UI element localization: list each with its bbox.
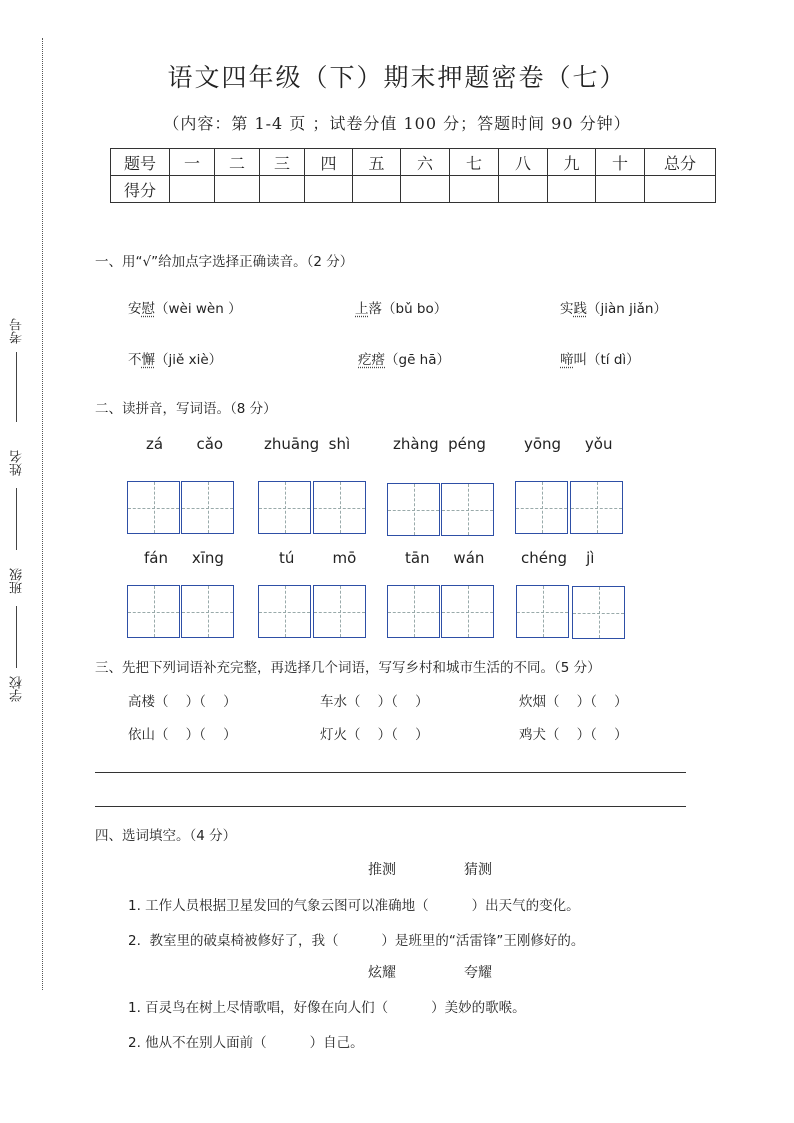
q1-item-plain: 实: [560, 301, 574, 317]
writing-grid-box[interactable]: [572, 586, 625, 639]
writing-grid-box[interactable]: [127, 585, 180, 638]
q1-heading: 一、用“√”给加点字选择正确读音。（2 分）: [95, 254, 354, 270]
q1-item-dotted: 懈: [141, 352, 155, 368]
sidebar-name-line: [16, 488, 17, 550]
q4-word-option: 猜测: [464, 862, 492, 878]
score-input-cell[interactable]: [401, 176, 450, 203]
score-header-cell: 题号: [111, 149, 170, 176]
q1-item-dotted: 慰: [141, 301, 155, 317]
writing-grid-box[interactable]: [570, 481, 623, 534]
q1-item-plain: 不: [128, 352, 142, 368]
q1-item-dotted: 啼: [560, 352, 574, 368]
score-header-cell: 总分: [645, 149, 716, 176]
score-header-cell: 十: [596, 149, 645, 176]
score-header-cell: 五: [353, 149, 401, 176]
q1-item-pinyin: （jiě xiè）: [155, 352, 223, 368]
sidebar-class-line: [16, 606, 17, 668]
sidebar-class-label: 班级: [10, 568, 25, 594]
q4-heading: 四、选词填空。（4 分）: [95, 828, 237, 844]
q2-pinyin: tú mō: [279, 549, 357, 567]
q4-sentence[interactable]: 1. 工作人员根据卫星发回的气象云图可以准确地（ ）出天气的变化。: [128, 898, 580, 914]
q1-item-dotted: 上: [355, 301, 369, 317]
sidebar-name-label: 姓名: [10, 450, 25, 476]
q1-item[interactable]: [355, 297, 447, 317]
q4-word-option: 推测: [368, 862, 396, 878]
score-input-cell[interactable]: [548, 176, 596, 203]
score-header-cell: 三: [260, 149, 305, 176]
q4-word-option: 炫耀: [368, 965, 396, 981]
q1-item-dotted: 践: [573, 301, 587, 317]
q1-item[interactable]: [560, 297, 667, 317]
binding-dotted-line: [42, 38, 43, 990]
q3-item[interactable]: 车水（ ）（ ）: [320, 694, 429, 710]
q2-pinyin: zhuāng shì: [264, 435, 351, 453]
q1-item[interactable]: [128, 348, 222, 368]
score-input-cell[interactable]: [450, 176, 499, 203]
score-input-cell[interactable]: [305, 176, 353, 203]
q1-item[interactable]: [560, 348, 640, 368]
writing-grid-box[interactable]: [387, 483, 440, 536]
writing-grid-box[interactable]: [181, 481, 234, 534]
sidebar-school-label: 学校: [10, 676, 25, 702]
score-header-cell: 八: [499, 149, 548, 176]
q3-heading: 三、先把下列词语补充完整，再选择几个词语，写写乡村和城市生活的不同。（5 分）: [95, 660, 601, 676]
q2-heading: 二、读拼音，写词语。（8 分）: [95, 401, 277, 417]
q2-pinyin: fán xīng: [144, 549, 224, 567]
q2-pinyin: zá cǎo: [146, 435, 224, 453]
writing-grid-box[interactable]: [258, 481, 311, 534]
writing-grid-box[interactable]: [258, 585, 311, 638]
q3-item[interactable]: 鸡犬（ ）（ ）: [519, 727, 628, 743]
sidebar-exam-no-label: 考号: [10, 318, 25, 344]
answer-line[interactable]: [95, 772, 686, 773]
q4-sentence[interactable]: 1. 百灵鸟在树上尽情歌唱，好像在向人们（ ）美妙的歌喉。: [128, 1000, 526, 1016]
answer-line[interactable]: [95, 806, 686, 807]
score-input-cell[interactable]: [499, 176, 548, 203]
q1-item-plain: 叫: [573, 352, 587, 368]
q1-item-plain: 安: [128, 301, 142, 317]
writing-grid-box[interactable]: [313, 481, 366, 534]
score-header-cell: 四: [305, 149, 353, 176]
q1-item[interactable]: [128, 297, 242, 317]
q3-item[interactable]: 依山（ ）（ ）: [128, 727, 237, 743]
q1-item-pinyin: （gē hā）: [385, 352, 450, 368]
sidebar-exam-no-line: [16, 352, 17, 422]
q1-item-pinyin: （tí dì）: [587, 352, 640, 368]
score-table-header-row: [111, 149, 716, 176]
writing-grid-box[interactable]: [127, 481, 180, 534]
q3-item[interactable]: 高楼（ ）（ ）: [128, 694, 237, 710]
q4-sentence[interactable]: 2. 他从不在别人面前（ ）自己。: [128, 1035, 364, 1051]
score-header-cell: 一: [170, 149, 215, 176]
q2-pinyin: chéng jì: [521, 549, 595, 567]
writing-grid-box[interactable]: [515, 481, 568, 534]
score-input-cell[interactable]: [170, 176, 215, 203]
score-table: [110, 148, 716, 203]
writing-grid-box[interactable]: [441, 483, 494, 536]
score-table-score-row: [111, 176, 716, 203]
q1-item-pinyin: （jiàn jiǎn）: [587, 301, 667, 317]
score-row-label: 得分: [111, 176, 170, 203]
q3-item[interactable]: 炊烟（ ）（ ）: [519, 694, 628, 710]
q2-pinyin: zhàng péng: [393, 435, 486, 453]
score-header-cell: 二: [215, 149, 260, 176]
writing-grid-box[interactable]: [387, 585, 440, 638]
score-input-cell[interactable]: [215, 176, 260, 203]
q2-pinyin: tān wán: [405, 549, 485, 567]
score-header-cell: 六: [401, 149, 450, 176]
q4-word-option: 夸耀: [464, 965, 492, 981]
score-input-cell[interactable]: [260, 176, 305, 203]
q3-item[interactable]: 灯火（ ）（ ）: [320, 727, 429, 743]
q1-item-pinyin: （wèi wèn ）: [155, 301, 242, 317]
q1-item-dotted: 疙瘩: [358, 352, 385, 368]
q1-item-pinyin: （bǔ bo）: [382, 301, 448, 317]
score-input-cell[interactable]: [353, 176, 401, 203]
writing-grid-box[interactable]: [516, 585, 569, 638]
score-header-cell: 七: [450, 149, 499, 176]
score-header-cell: 九: [548, 149, 596, 176]
writing-grid-box[interactable]: [313, 585, 366, 638]
q4-sentence[interactable]: 2. 教室里的破桌椅被修好了，我（ ）是班里的“活雷锋”王刚修好的。: [128, 933, 585, 949]
q2-pinyin: yōng yǒu: [524, 435, 613, 453]
score-input-cell[interactable]: [645, 176, 716, 203]
writing-grid-box[interactable]: [441, 585, 494, 638]
page-title: 语文四年级（下）期末押题密卷（七）: [167, 63, 627, 92]
score-input-cell[interactable]: [596, 176, 645, 203]
page-subtitle: （内容：第 1-4 页 ；试卷分值 100 分；答题时间 90 分钟）: [163, 114, 631, 133]
q1-item[interactable]: [358, 348, 450, 368]
writing-grid-box[interactable]: [181, 585, 234, 638]
q1-item-plain: 落: [368, 301, 382, 317]
